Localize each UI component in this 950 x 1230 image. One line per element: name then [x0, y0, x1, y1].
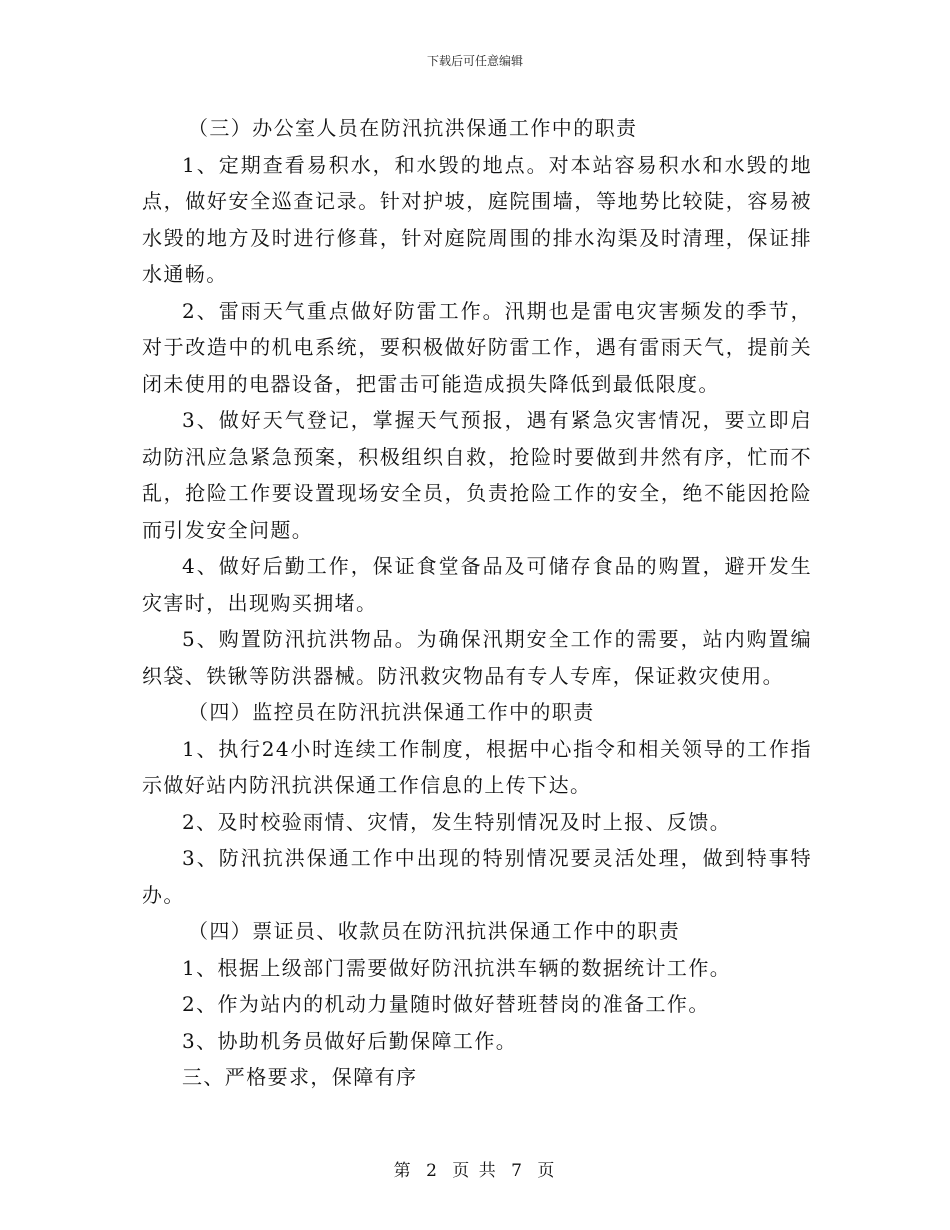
footer-page-number: 2 — [426, 1161, 439, 1181]
footer-middle: 页 共 — [452, 1161, 498, 1181]
paragraph: 3、协助机务员做好后勤保障工作。 — [182, 1028, 518, 1053]
paragraph: 3、做好天气登记，掌握天气预报，遇有紧急灾害情况，要立即启动防汛应急紧急预案，积极组织自救，抢险时要做到井然有序，忙而不乱，抢险工作要设置现场安全员，负责抢险工作的安全，绝不能因抢险而引发安全问题。 — [142, 408, 812, 542]
paragraph: 2、雷雨天气重点做好防雷工作。汛期也是雷电灾害频发的季节，对于改造中的机电系统，要积极做好防雷工作，遇有雷雨天气，提前关闭未使用的电器设备，把雷击可能造成损失降低到最低限度。 — [142, 298, 812, 396]
footer-total-pages: 7 — [511, 1161, 524, 1181]
paragraph: 1、定期查看易积水，和水毁的地点。对本站容易积水和水毁的地点，做好安全巡查记录。针对护坡，庭院围墙，等地势比较陡，容易被水毁的地方及时进行修葺，针对庭院周围的排水沟渠及时清理，保证排水通畅。 — [142, 152, 812, 286]
paragraph: 3、防汛抗洪保通工作中出现的特别情况要灵活处理，做到特事特办。 — [142, 846, 812, 907]
footer-prefix: 第 — [393, 1161, 413, 1181]
paragraph: 5、购置防汛抗洪物品。为确保汛期安全工作的需要，站内购置编织袋、铁锹等防洪器械。防汛救灾物品有专人专库，保证救灾使用。 — [142, 627, 812, 688]
document-body — [142, 110, 812, 1096]
section-heading: （四）监控员在防汛抗洪保通工作中的职责 — [188, 700, 595, 724]
paragraph: 1、执行24小时连续工作制度，根据中心指令和相关领导的工作指示做好站内防汛抗洪保通工作信息的上传下达。 — [142, 736, 812, 797]
paragraph: 1、根据上级部门需要做好防汛抗洪车辆的数据统计工作。 — [182, 955, 732, 980]
section-heading: （四）票证员、收款员在防汛抗洪保通工作中的职责 — [188, 919, 681, 943]
paragraph: 4、做好后勤工作，保证食堂备品及可储存食品的购置，避开发生灾害时，出现购买拥堵。 — [142, 554, 812, 615]
header-note: 下载后可任意编辑 — [426, 54, 523, 68]
paragraph: 2、及时校验雨情、灾情，发生特别情况及时上报、反馈。 — [182, 809, 732, 834]
page-footer — [0, 1156, 950, 1181]
paragraph: 2、作为站内的机动力量随时做好替班替岗的准备工作。 — [182, 992, 710, 1016]
section-heading: （三）办公室人员在防汛抗洪保通工作中的职责 — [188, 116, 638, 140]
footer-suffix: 页 — [537, 1161, 557, 1181]
paragraph: 三、严格要求，保障有序 — [182, 1065, 418, 1089]
